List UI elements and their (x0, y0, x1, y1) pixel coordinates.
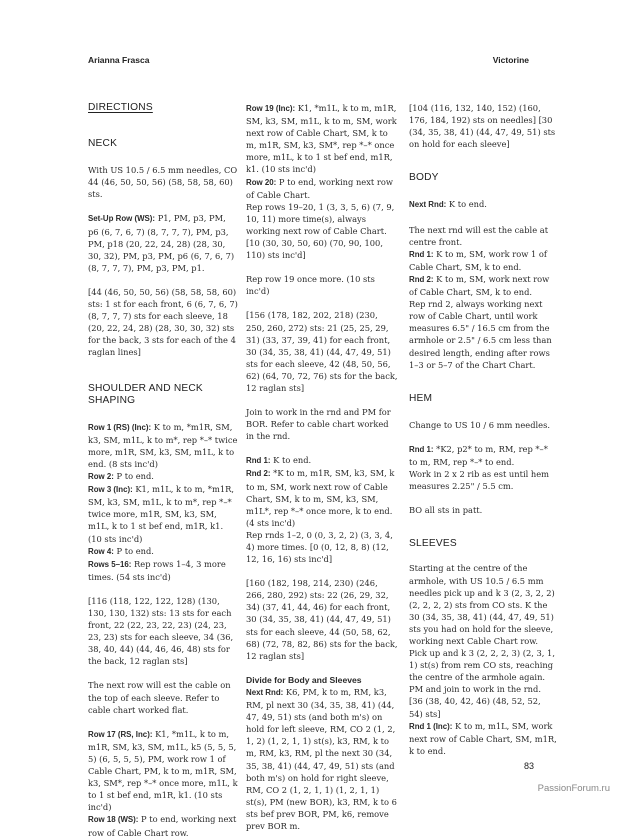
column-3 (409, 102, 557, 757)
row-20-label: Row 20: (246, 177, 277, 187)
stitch-count-2: [116 (118, 122, 122, 128) (130, 130, 130, 132) sts: 13 sts for each front, 22 (22, 23, 22, 23) (24, 23, 23, 23) sts for each sleeve, 34 (36, 38, 40, 44) (44, 46, 46, 48) sts for the back, 12 raglan sts] (88, 595, 234, 667)
row-3-label: Row 3 (Inc): (88, 485, 133, 495)
body-repeat: Rep rnd 2, always working next row of Cable Chart, until work measures 6.5" / 16.5 cm from the armhole or 2.5" / 6.5 cm less than desired length, ending after rows 1–3 or 5–7 of the Chart Chart. (409, 299, 552, 370)
rnd-1 (246, 454, 398, 467)
stitch-count-4: [160 (182, 198, 214, 230) (246, 266, 280, 292) sts: 22 (26, 29, 32, 34) (37, 41, 44, 46) for each front, 30 (34, 35, 38, 41) (44, 47, 49, 51) sts for each sleeve, 44 (50, 58, 62, 68) (72, 78, 82, 86) sts for the back, 12 raglan sts] (246, 578, 398, 661)
directions-heading: DIRECTIONS (88, 102, 153, 113)
shoulder-heading: SHOULDER AND NECK SHAPING (88, 382, 203, 406)
body-rnd-1-label: Rnd 1: (409, 249, 434, 259)
row-18-label: Row 18 (WS): (88, 815, 139, 825)
sleeve-rnd-1-text: K to m, m1L, SM, work next row of Cable Chart, SM, m1R, k to end. (409, 720, 557, 756)
hem-change: Change to US 10 / 6 mm needles. (409, 419, 550, 430)
row-19-label: Row 19 (Inc): (246, 104, 296, 113)
row-17-label: Row 17 (RS, Inc): (88, 729, 153, 739)
next-rnd-text: K6, PM, k to m, RM, k3, RM, pl next 30 (34, 35, 38, 41) (44, 47, 49, 51) sts (and both m's) on hold for left sleeve, RM, CO 2 (1, 2, 1, 2) (1, 2, 1, 1) st(s), k3, RM, k to m, RM, k3, RM, pl the next 30 (34, 35, 38, 41) (44, 47, 49, 51) sts (and both m's) on hold for right sleeve, RM, CO 2 (1, 2, 1, 1) (1, 2, 1, 1) st(s), PM (new BOR), k3, RM, k to 6 sts bef prev BOR, PM, k6, remove prev BOR m. (246, 686, 397, 831)
row-19 (246, 102, 398, 176)
watermark: PassionForum.ru (537, 783, 610, 794)
hem-rnd-1-text: *K2, p2* to m, RM, rep *–* to m, RM, rep *–* to end. (409, 443, 548, 467)
body-heading: BODY (409, 172, 439, 184)
rnd-2-label: Rnd 2: (246, 469, 271, 479)
row-4-text: P to end. (113, 545, 154, 556)
row-19-text: K1, *m1L, k to m, m1R, SM, k3, SM, m1L, k to m, SM, work next row of Cable Chart, SM, k to m, m1R, SM, k3, SM*, rep *–* once more, m1L, k to 1 st bef end, m1R, k1. (10 sts inc'd) (246, 103, 397, 175)
stitch-count-1: [44 (46, 50, 50, 56) (58, 58, 58, 60) sts: 1 st for each front, 6 (6, 7, 6, 7) (8, 7, 7, 7) sts for each sleeve, 18 (20, 22, 24, 28) (28, 30, 30, 32) sts for the back, 3 sts for each of the 4 raglan lines] (88, 286, 238, 358)
cast-on-paragraph: With US 10.5 / 6.5 mm needles, CO 44 (46, 50, 50, 56) (58, 58, 58, 60) sts. (88, 165, 238, 200)
body-next-rnd-label: Next Rnd: (409, 200, 447, 210)
body-rnd-2-text: K to m, SM, work next row of Cable Chart, SM, k to end. (409, 273, 550, 298)
sleeve-start: Starting at the centre of the armhole, with US 10.5 / 6.5 mm needles pick up and k 3 (2, 3, 2, 2) (2, 2, 2, 2) sts from CO sts. K the 30 (34, 35, 38, 41) (44, 47, 49, 51) sts you had on hold for the sleeve, working next Cable Chart row. Pick up and k 3 (2, 2, 2, 3) (2, 3, 1, 1) st(s) from rem CO sts, reaching the centre of the armhole again. PM and join to work in the rnd. [36 (38, 40, 42, 46) (48, 52, 52, 54) sts] (409, 563, 555, 719)
next-rnd-label: Next Rnd: (246, 687, 284, 697)
cable-est: The next rnd will est the cable at centre front. (409, 224, 549, 247)
row-2-label: Row 2: (88, 472, 114, 482)
rows-5-16-text: Rep rows 1–4, 3 more times. (54 sts inc'd) (88, 558, 226, 582)
sleeve-rnd-1-label: Rnd 1 (Inc): (409, 721, 453, 731)
row-3 (88, 483, 238, 544)
row-18-text: P to end, working next row of Cable Chart row. (88, 814, 237, 838)
row-20 (246, 176, 398, 201)
hem-rnd-1 (409, 443, 557, 468)
divide-heading: Divide for Body and Sleeves (246, 674, 362, 685)
row-3-text: K1, m1L, k to m, *m1R, SM, k3, SM, m1L, k to m*, rep *–* twice more, m1R, SM, k3, SM, m1L, k to 1 st bef end, m1R, k1. (10 sts inc'd) (88, 484, 234, 544)
row-1-text: K to m, *m1R, SM, k3, SM, m1L, k to m*, rep *–* twice more, m1R, SM, k3, SM, m1L, k to end. (8 sts inc'd) (88, 421, 238, 469)
rnd-2-text: *K to m, m1R, SM, k3, SM, k to m, SM, work next row of Cable Chart, SM, k to m, SM, k3, SM, m1L*, rep *–* once more, k to end. (4 sts inc'd) (246, 468, 395, 528)
pattern-title: Victorine (492, 55, 529, 65)
row-17-text: K1, *m1L, k to m, m1R, SM, k3, SM, m1L, k5 (5, 5, 5, 5) (6, 5, 5, 5), PM, work row 1 of Cable Chart, PM, k to m, m1R, SM, k3, SM*, rep *–* once more, m1L, k to 1 st bef end, m1R, k1. (10 sts inc'd) (88, 728, 238, 813)
row-1-label: Row 1 (RS) (Inc): (88, 422, 152, 432)
hem-work: Work in 2 x 2 rib as est until hem measures 2.25" / 5.5 cm. (409, 469, 550, 492)
neck-heading: NECK (88, 138, 118, 150)
setup-row-label: Set-Up Row (WS): (88, 214, 156, 224)
stitch-count-3: [156 (178, 182, 202, 218) (230, 250, 260, 272) sts: 21 (25, 25, 29, 31) (33, 37, 39, 41) for each front, 30 (34, 35, 38, 41) (44, 47, 49, 51) sts for each sleeve, 42 (48, 50, 56, 62) (64, 70, 72, 76) sts for the back, 12 raglan sts] (246, 310, 398, 393)
row-1 (88, 421, 238, 470)
body-rnd-1 (409, 248, 557, 273)
stitch-count-5: [104 (116, 132, 140, 152) (160, 176, 184, 192) sts on needles] [30 (34, 35, 38, 41) (44, 47, 49, 51) sts on hold for each sleeve] (409, 103, 556, 150)
rnd-2 (246, 467, 398, 528)
body-rnd-2 (409, 273, 557, 298)
row-17 (88, 728, 238, 814)
rnd-1-label: Rnd 1: (246, 456, 271, 466)
body-next-rnd (409, 198, 557, 211)
body-next-rnd-text: K to end. (446, 199, 487, 210)
row-18 (88, 813, 238, 838)
repeat-row-19: Rep row 19 once more. (10 sts inc'd) (246, 274, 375, 297)
hem-heading: HEM (409, 392, 433, 404)
setup-row-text: P1, PM, p3, PM, p6 (6, 7, 6, 7) (8, 7, 7, 7), PM, p3, PM, p18 (20, 22, 24, 28) (28, 30, 30, 32), PM, p3, PM, p6 (6, 7, 6, 7) (8, 7, 7, 7), PM, p3, PM, p1. (88, 213, 235, 273)
row-4-label: Row 4: (88, 546, 114, 556)
sleeve-rnd-1 (409, 720, 557, 757)
body-rnd-1-text: K to m, SM, work row 1 of Cable Chart, SM, k to end. (409, 248, 547, 272)
repeat-rows: Rep rows 19–20, 1 (3, 3, 5, 6) (7, 9, 10, 11) more time(s), always working next row of Cable Chart. [10 (30, 30, 50, 60) (70, 90, 100, 110) sts inc'd] (246, 201, 395, 261)
rows-5-16-label: Rows 5–16: (88, 559, 132, 569)
join-paragraph: Join to work in the rnd and PM for BOR. Refer to cable chart worked in the rnd. (246, 407, 391, 442)
hem-rnd-1-label: Rnd 1: (409, 444, 434, 454)
body-rnd-2-label: Rnd 2: (409, 274, 434, 284)
cable-intro: The next row will est the cable on the top of each sleeve. Refer to cable chart worked flat. (88, 680, 231, 715)
row-2-text: P to end. (113, 471, 154, 482)
rnd-1-text: K to end. (270, 455, 312, 466)
row-20-text: P to end, working next row of Cable Chart. (246, 176, 393, 200)
page-number: 83 (523, 761, 534, 771)
row-2 (88, 470, 238, 483)
rows-5-16 (88, 558, 238, 583)
setup-row (88, 212, 238, 273)
repeat-rnds: Rep rnds 1–2, 0 (0, 3, 2, 2) (3, 3, 4, 4) more times. [0 (0, 12, 8, 8) (12, 12, 16, 16) sts inc'd] (246, 529, 393, 565)
next-rnd (246, 686, 398, 832)
column-1 (88, 102, 238, 839)
bind-off: BO all sts in patt. (409, 505, 483, 516)
row-4 (88, 545, 238, 558)
sleeves-heading: SLEEVES (409, 538, 457, 550)
column-2 (246, 102, 398, 832)
author-name: Arianna Frasca (88, 55, 150, 65)
